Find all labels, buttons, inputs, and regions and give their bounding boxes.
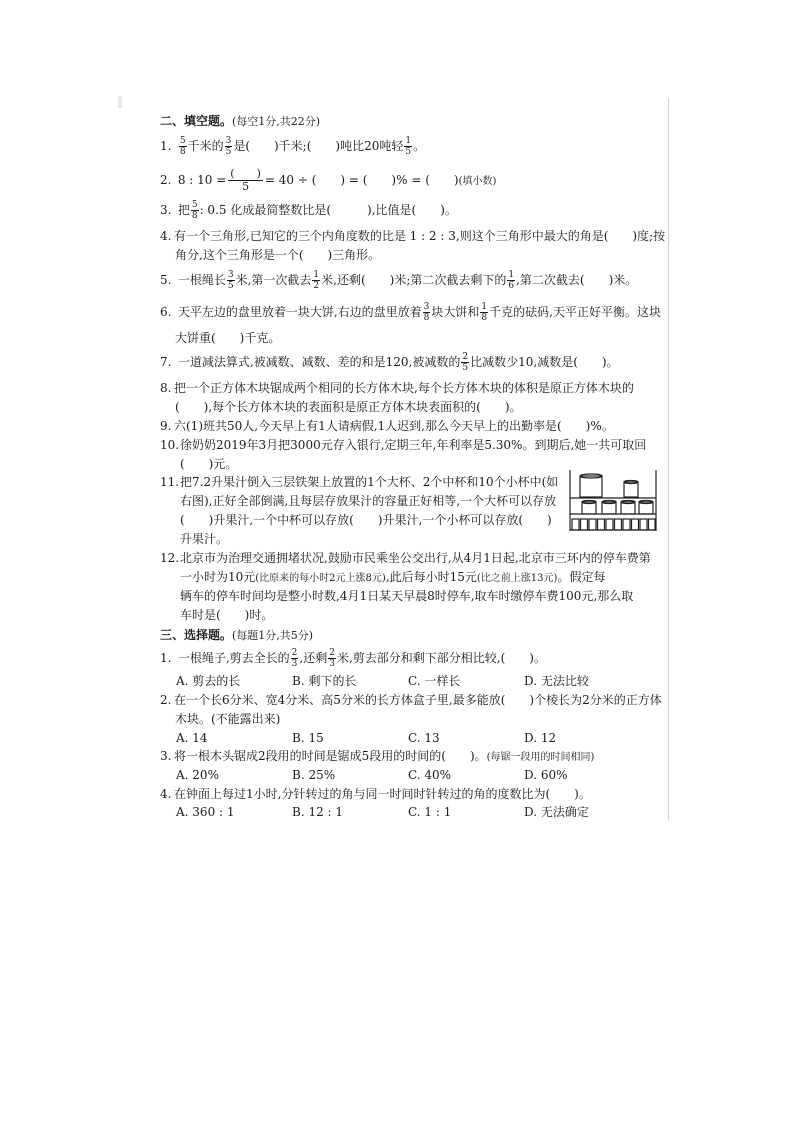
choice-3-option-c[interactable]: C. 40%	[408, 768, 452, 782]
question-5: 5. 一根绳长 $\frac{3}{5}$ 米,第一次截去 $\frac{1}{2}$ 米,还剩( )米;第二次截去剩下的 $\frac{1}{6}$ ,第二次截去( )米。	[160, 270, 638, 291]
choice-1-option-a[interactable]: A. 剪去的长	[176, 674, 241, 688]
choice-1: 1. 一根绳子,剪去全长的 $\frac{2}{3}$ ,还剩 $\frac{2}{3}$ 米,剪去部分和剩下部分相比较,( )。	[160, 648, 546, 669]
question-12-line-3: 辆车的停车时间均是整小时数,4月1日某天早晨8时停车,取车时缴停车费100元,那么取	[180, 589, 634, 603]
choice-3-option-d[interactable]: D. 60%	[524, 768, 568, 782]
choice-4-option-a[interactable]: A. 360 : 1	[176, 805, 235, 819]
question-7: 7. 一道减法算式,被减数、减数、差的和是120,被减数的 $\frac{2}{5}$ 比减数少10,减数是( )。	[160, 352, 619, 373]
fraction: $\frac{3}{8}$	[423, 302, 430, 323]
question-6: 6. 天平左边的盘里放着一块大饼,右边的盘里放着 $\frac{3}{8}$ 块大饼和 $\frac{1}{8}$ 千克的砝码,天平正好平衡。这块	[160, 302, 661, 323]
choice-1-option-b[interactable]: B. 剩下的长	[292, 674, 357, 688]
question-11-line-2: 右图),正好全部倒满,且每层存放果汁的容量正好相等,一个大杯可以存放	[180, 494, 557, 508]
question-9: 9. 六(1)班共50人,今天早上有1人请病假,1人迟到,那么今天早上的出勤率是( )%。	[160, 419, 614, 433]
choice-2-option-b[interactable]: B. 15	[292, 731, 324, 745]
question-12-line-2: 一小时为10元(比原来的每小时2元上涨8元),此后每小时15元(比之前上涨13元)。假定每	[180, 570, 606, 584]
choice-4-option-b[interactable]: B. 12 : 1	[292, 805, 344, 819]
choice-3: 3. 将一根木头锯成2段用的时间是锯成5段用的时间的( )。(每锯一段用的时间相同)	[160, 749, 595, 763]
choice-2-option-d[interactable]: D. 12	[524, 731, 557, 745]
choice-1-option-c[interactable]: C. 一样长	[408, 674, 461, 688]
question-8: 8. 把一个正方体木块锯成两个相同的长方体木块,每个长方体木块的体积是原正方体木块的	[160, 381, 634, 395]
shelf-cups-figure	[568, 468, 658, 532]
fraction: $\frac{1}{5}$	[405, 136, 412, 157]
choice-4-option-c[interactable]: C. 1 : 1	[408, 805, 452, 819]
fraction: $\frac{3}{5}$	[227, 270, 234, 291]
choice-2: 2. 在一个长6分米、宽4分米、高5分米的长方体盒子里,最多能放( )个棱长为2分米的正方体	[160, 693, 662, 707]
section-fill-in-title: 二、填空题。(每空1分,共22分)	[160, 114, 321, 128]
choice-2-option-c[interactable]: C. 13	[408, 731, 440, 745]
question-2: 2. 8 : 10 = $\frac{( )}{5}$ = 40 ÷ ( ) = ( )% = ( )(填小数)	[160, 167, 497, 193]
fraction: $\frac{1}{6}$	[508, 270, 515, 291]
scan-mark	[118, 96, 122, 108]
question-12: 12.北京市为治理交通拥堵状况,鼓励市民乘坐公交出行,从4月1日起,北京市三环内的停车费第	[160, 551, 651, 565]
fraction: $\frac{5}{8}$	[191, 200, 198, 221]
question-1: 1. $\frac{5}{8}$ 千米的 $\frac{3}{5}$ 是( )千米;( )吨比20吨轻 $\frac{1}{5}$ 。	[160, 136, 426, 157]
choice-1-option-d[interactable]: D. 无法比较	[524, 674, 589, 688]
question-3: 3. 把 $\frac{5}{8}$ : 0.5 化成最简整数比是( ),比值是( )。	[160, 200, 457, 221]
question-10-line-2: ( )元。	[180, 457, 238, 471]
question-11: 11.把7.2升果汁倒入三层铁架上放置的1个大杯、2个中杯和10个小杯中(如	[160, 475, 559, 489]
question-10: 10.徐奶奶2019年3月把3000元存入银行,定期三年,年利率是5.30%。到期后,她一共可取回	[160, 438, 647, 452]
question-4-line-2: 角分,这个三角形是一个( )三角形。	[175, 248, 381, 262]
fraction: $\frac{3}{5}$	[225, 136, 232, 157]
fraction: $\frac{1}{2}$	[313, 270, 320, 291]
blank-fraction: $\frac{( )}{5}$	[230, 167, 261, 193]
fraction: $\frac{2}{5}$	[462, 352, 469, 373]
section-choice-title: 三、选择题。(每题1分,共5分)	[160, 628, 314, 642]
choice-4: 4. 在钟面上每过1小时,分针转过的角与同一时间时针转过的角的度数比为( )。	[160, 787, 591, 801]
fraction: $\frac{5}{8}$	[179, 136, 186, 157]
choice-2-option-a[interactable]: A. 14	[176, 731, 208, 745]
question-4: 4. 有一个三角形,已知它的三个内角度数的比是 1 : 2 : 3,则这个三角形中最大的角是( )度;按	[160, 229, 666, 243]
question-6-line-2: 大饼重( )千克。	[175, 331, 281, 345]
choice-2-line-2: 木块。(不能露出来)	[175, 712, 281, 726]
choice-3-option-a[interactable]: A. 20%	[176, 768, 219, 782]
question-11-line-4: 升果汁。	[180, 532, 229, 546]
page-margin-line	[668, 98, 669, 820]
question-8-line-2: ( ),每个长方体木块的表面积是原正方体木块表面积的( )。	[175, 400, 522, 414]
fraction: $\frac{2}{3}$	[291, 648, 298, 669]
question-11-line-3: ( )升果汁,一个中杯可以存放( )升果汁,一个小杯可以存放( )	[180, 513, 552, 527]
question-12-line-4: 车时是( )时。	[180, 608, 274, 622]
choice-3-option-b[interactable]: B. 25%	[292, 768, 336, 782]
fraction: $\frac{2}{3}$	[329, 648, 335, 669]
fraction: $\frac{1}{8}$	[481, 302, 488, 323]
choice-4-option-d[interactable]: D. 无法确定	[524, 805, 589, 819]
